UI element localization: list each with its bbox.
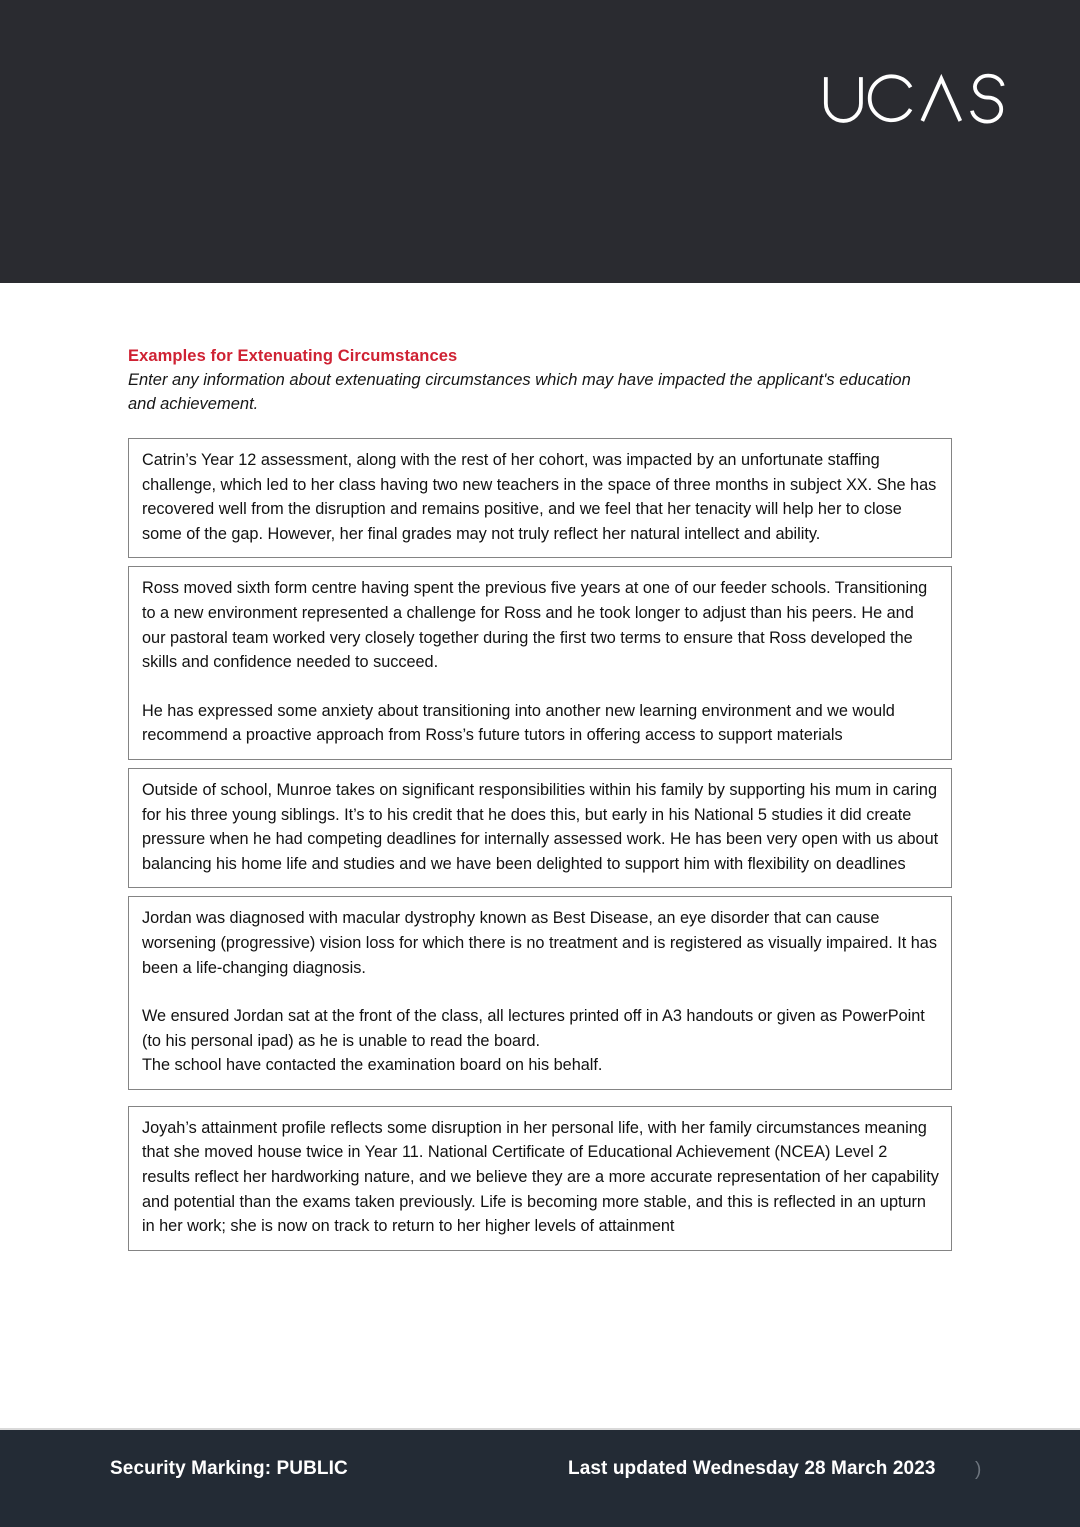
footer-content — [0, 1456, 1080, 1490]
example-box-munroe — [128, 768, 952, 888]
example-paragraph: Ross moved sixth form centre having spent the previous five years at one of our feeder schools. Transitioning to a new environment represented a challenge for Ross and he took longer to adjust than his peers. He and our pastoral team worked very closely together during the first two terms to ensure that Ross developed the skills and confidence needed to succeed. — [142, 579, 928, 672]
example-paragraph: We ensured Jordan sat at the front of the class, all lectures printed off in A3 handouts or given as PowerPoint (to his personal ipad) as he is unable to read the board. — [142, 1007, 925, 1050]
example-paragraph: Joyah’s attainment profile reflects some disruption in her personal life, with her family circumstances meaning that she moved house twice in Year 11. National Certificate of Educational Achievement (NCEA) Level 2 results reflect her hardworking nature, and we believe they are a more accurate representation of her capability and potential than the exams taken previously. Life is becoming more stable, and this is reflected in an upturn in her work; she is now on track to return to her higher levels of attainment — [142, 1118, 939, 1236]
page-title: Examples for Extenuating Circumstances — [128, 347, 458, 365]
example-box-ross — [128, 566, 952, 760]
example-paragraph: He has expressed some anxiety about transitioning into another new learning environment and we would recommend a proactive approach from Ross’s future tutors in offering access to support materials — [142, 701, 895, 745]
footer-artifact-glyph: ) — [975, 1459, 982, 1480]
examples-list — [128, 438, 952, 1251]
page-footer-band — [0, 1430, 1080, 1527]
example-paragraph: Catrin’s Year 12 assessment, along with the rest of her cohort, was impacted by an unfortunate staffing challenge, which led to her class having two new teachers in the space of three months in subject XX. She has recovered well from the disruption and remains positive, and we feel that her tenacity will help her to close some of the gap. However, her final grades may not truly reflect her natural intellect and ability. — [142, 451, 937, 543]
last-updated-label: Last updated Wednesday 28 March 2023 — [568, 1458, 936, 1479]
ucas-logo — [820, 62, 1010, 136]
example-box-catrin — [128, 438, 952, 558]
example-paragraph: The school have contacted the examination board on his behalf. — [142, 1056, 603, 1075]
example-box-jordan — [128, 896, 952, 1090]
example-box-joyah — [128, 1106, 952, 1251]
document-body — [0, 283, 1080, 1430]
example-paragraph: Jordan was diagnosed with macular dystrophy known as Best Disease, an eye disorder that can cause worsening (progressive) vision loss for which there is no treatment and is registered as visually impaired. It has been a life-changing diagnosis. — [142, 909, 937, 977]
content-column — [128, 345, 952, 1259]
page-header-band — [0, 0, 1080, 283]
page-subtitle-instruction: Enter any information about extenuating circumstances which may have impacted the applicant's education and achievement. — [128, 371, 911, 413]
security-marking-label: Security Marking: PUBLIC — [110, 1458, 348, 1479]
example-paragraph: Outside of school, Munroe takes on significant responsibilities within his family by supporting his mum in caring for his three young siblings. It’s to his credit that he does this, but early in his National 5 studies it did create pressure when he had competing deadlines for internally assessed work. He has been very open with us about balancing his home life and studies and we have been delighted to support him with flexibility on deadlines — [142, 780, 939, 873]
